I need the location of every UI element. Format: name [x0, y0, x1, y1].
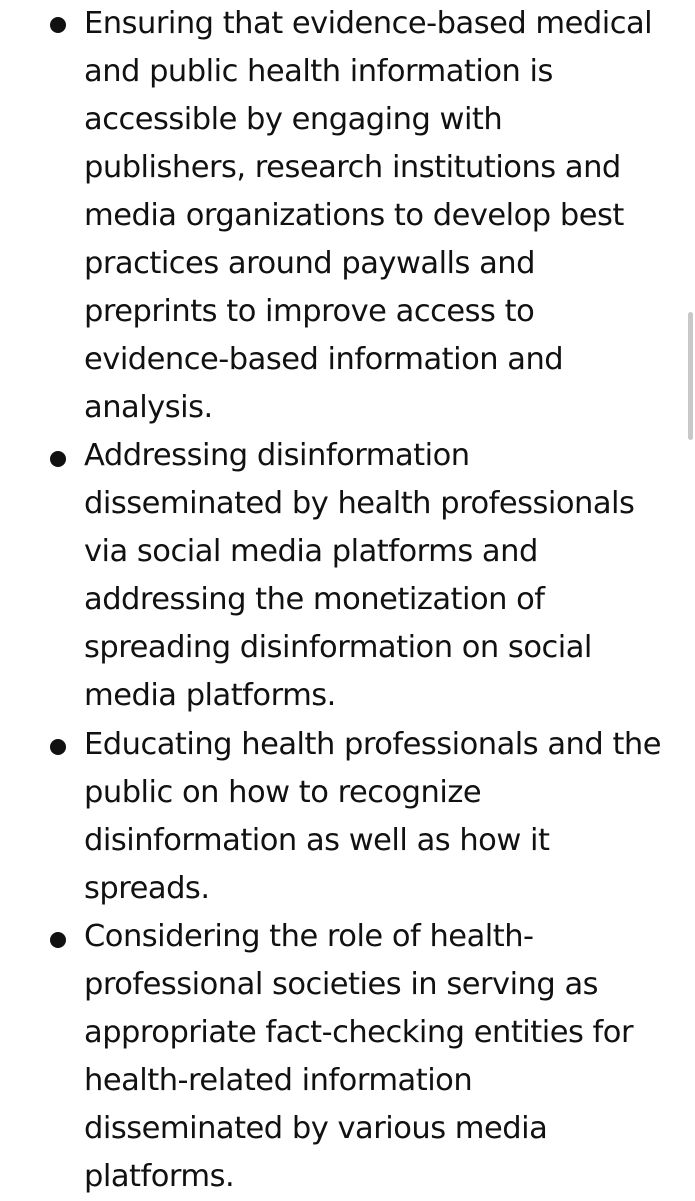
vertical-scrollbar[interactable] — [688, 312, 693, 440]
bullet-line: media platforms. — [84, 678, 336, 713]
bullet-line: publishers, research institutions and — [84, 150, 621, 185]
bullet-line: disinformation as well as how it — [84, 823, 550, 858]
bullet-line: spreads. — [84, 871, 210, 906]
bullet-line: appropriate fact-checking entities for — [84, 1015, 633, 1050]
bullet-line: Educating health professionals and the — [84, 727, 662, 762]
bullet-line: evidence-based information and — [84, 342, 564, 377]
bullet-line: analysis. — [84, 390, 213, 425]
bullet-line: addressing the monetization of — [84, 582, 545, 617]
bullet-line: professional societies in serving as — [84, 967, 599, 1002]
bullet-line: Addressing disinformation — [84, 438, 470, 473]
bullet-line: and public health information is — [84, 54, 553, 89]
bullet-line: Ensuring that evidence-based medical — [84, 6, 653, 41]
bullet-dot-icon — [50, 932, 66, 948]
bullet-line: spreading disinformation on social — [84, 630, 592, 665]
bullet-line: platforms. — [84, 1159, 235, 1194]
bullet-line: health-related information — [84, 1063, 473, 1098]
bullet-line: via social media platforms and — [84, 534, 538, 569]
bullet-line: disseminated by health professionals — [84, 486, 635, 521]
bullet-dot-icon — [50, 739, 66, 755]
bullet-dot-icon — [50, 17, 66, 33]
bullet-line: Considering the role of health- — [84, 919, 534, 954]
bullet-line: public on how to recognize — [84, 775, 482, 810]
bullet-line: accessible by engaging with — [84, 102, 503, 137]
bullet-line: preprints to improve access to — [84, 294, 535, 329]
bullet-line: disseminated by various media — [84, 1111, 548, 1146]
bullet-dot-icon — [50, 451, 66, 467]
bullet-line: practices around paywalls and — [84, 246, 535, 281]
bullet-line: media organizations to develop best — [84, 198, 624, 233]
